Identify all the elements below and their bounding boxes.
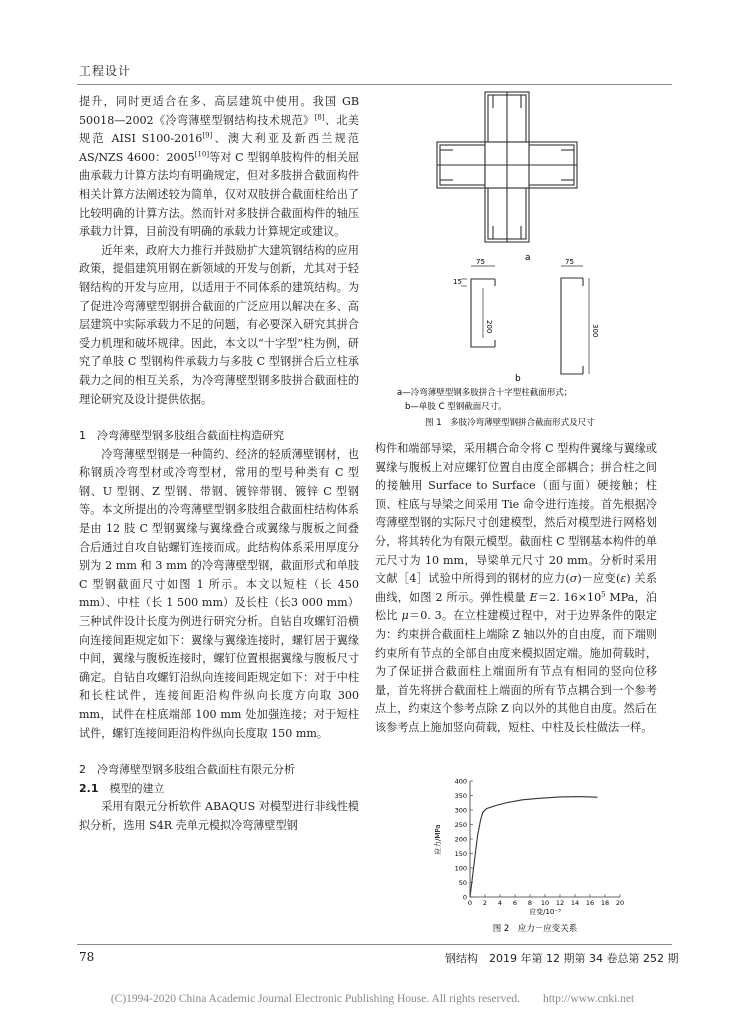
y-tick-label: 350 [454, 792, 467, 800]
symbol-epsilon: ε [620, 572, 627, 586]
x-tick-label: 4 [497, 899, 503, 907]
symbol-sigma: σ [569, 572, 578, 586]
text-fem-e: MPa，泊松比 [375, 590, 658, 623]
label-a: a [525, 253, 531, 263]
y-tick-label: 0 [462, 893, 467, 902]
x-tick-label: 8 [527, 899, 533, 907]
y-tick-label: 250 [454, 821, 467, 829]
x-tick-label: 12 [555, 899, 565, 907]
text-fem-b: )－应变( [577, 572, 621, 586]
journal-info: 钢结构 2019 年第 12 期第 34 卷总第 252 期 [445, 952, 679, 965]
section-heading-2: 2 冷弯薄壁型钢多肢组合截面柱有限元分析 [79, 763, 295, 777]
citation-8[interactable]: [8] [314, 112, 325, 121]
symbol-e: E [529, 590, 538, 604]
caption-a: a—冷弯薄壁型钢多肢拼合十字型柱截面形式； [397, 388, 573, 398]
subsection-number: 2.1 [79, 781, 99, 795]
y-tick-label: 50 [458, 879, 467, 887]
x-tick-label: 10 [540, 899, 550, 907]
text-fem-a: 构件和端部导梁，采用耦合命令将 C 型构件翼缘与翼缘或翼缘与腹板上对应螺钉位置自由度全部耦合；拼合柱之间的接触用 Surface to Surface（面与面）硬接触；柱顶、柱底与导梁之间采用 Tie 命令进行连接。首先根据冷弯薄壁型钢的实际尺寸创建模型，然后对模型进行网格划分，将其转化为有限元模型。截面柱 C 型钢基本构件的单元尺寸为 10 mm，导梁单元尺寸 20 mm。分析时采用文献［4］试验中所得到的钢材的应力( [375, 442, 657, 586]
y-tick-label: 150 [454, 850, 467, 858]
figure-2-caption: 图 2 应力－应变关系 [492, 924, 578, 934]
c-section-right [561, 266, 589, 374]
header-rule [77, 84, 672, 85]
y-tick-label: 200 [454, 835, 467, 844]
text-fem-c: ) 关系曲线，如图 2 所示。弹性模量 [375, 572, 657, 604]
y-tick-label: 300 [454, 806, 467, 815]
y-axis-label: 应力/MPa [434, 824, 442, 855]
text-fem-d: ＝2. 16×10 [537, 590, 602, 604]
exponent-5: 5 [601, 590, 606, 599]
x-axis-ticks [468, 894, 624, 907]
footer-rule [77, 944, 672, 945]
copyright-notice: (C)1994-2020 China Academic Journal Electronic Publishing House. All rights reserved. http://www.cnki.net [110, 993, 635, 1005]
citation-9[interactable]: [9] [202, 131, 213, 140]
text-standards-a: 提升，同时更适合在多、高层建筑中使用。我国 GB 50018—2002《冷弯薄壁型钢结构技术规范》 [79, 95, 359, 127]
paragraph-standards [79, 93, 359, 242]
figure-2 [432, 775, 632, 937]
text-standards-c: 、澳大利亚及新西兰规范 AS/NZS 4600：2005 [79, 132, 359, 164]
symbol-mu: μ [401, 609, 409, 623]
section-heading-1: 1 冷弯薄壁型钢多肢组合截面柱构造研究 [79, 429, 284, 443]
x-tick-label: 6 [512, 899, 518, 907]
figure-1-caption: 图 1 多肢冷弯薄壁型钢拼合截面形式及尺寸 [425, 418, 595, 428]
paragraph-model: 采用有限元分析软件 ABAQUS 对模型进行非线性模拟分析，选用 S4R 壳单元模拟冷弯薄壁型钢 [79, 800, 359, 832]
x-tick-label: 18 [600, 899, 610, 907]
label-b: b [515, 374, 521, 384]
stress-strain-chart [432, 775, 632, 937]
subsection-heading-2-1 [79, 780, 359, 799]
dim-75-right: 75 [565, 258, 574, 266]
dim-75-left: 75 [476, 258, 485, 266]
dim-300: 300 [591, 324, 599, 338]
caption-b: b—单肢 C 型钢截面尺寸。 [405, 402, 507, 412]
subsection-title: 模型的建立 [109, 781, 165, 795]
citation-10[interactable]: [10] [194, 150, 210, 159]
figure-1-drawing [375, 88, 657, 433]
paragraph-fem [375, 440, 657, 738]
dim-200: 200 [485, 320, 493, 334]
figure-1 [375, 88, 657, 433]
text-standards-b: 、北美规范 AISI S100-2016 [79, 113, 359, 146]
text-standards-d: 等对 C 型钢单肢构件的相关屈曲承载力计算方法均有明确规定，但对多肢拼合截面构件相关计算方法阐述较为简单，仅对双肢拼合截面柱给出了比较明确的计算方法。然而针对多肢拼合截面构件的轴压承载力计算，目前没有明确的承载力计算规定或建议。 [79, 150, 359, 239]
y-tick-label: 400 [454, 777, 467, 786]
x-tick-label: 20 [615, 899, 625, 907]
page-number: 78 [79, 950, 95, 964]
right-column [375, 440, 657, 738]
text-fem-f: ＝0. 3。在立柱建模过程中，对于边界条件的限定为：约束拼合截面柱上端除 Z 轴以外的自由度，而下端则约束所有节点的全部自由度来模拟固定端。施加荷载时，为了保证拼合截面柱上端面所有节点有相同的竖向位移量，首先将拼合截面柱上端面的所有节点耦合到一个参考点上，约束这个参考点除 Z 向以外的其他自由度。然后在该参考点上施加竖向荷载，短柱、中柱及长柱做法一样。 [375, 609, 657, 734]
x-tick-label: 14 [570, 899, 580, 907]
stress-strain-curve [470, 797, 598, 897]
x-tick-label: 16 [585, 899, 595, 907]
paragraph-structure: 冷弯薄壁型钢是一种简约、经济的轻质薄壁钢材，也称钢质冷弯型材或冷弯型材，常用的型号种类有 C 型钢、U 型钢、Z 型钢、带钢、镀锌带钢、镀锌 C 型钢等。本文所提出的冷弯薄壁型钢多肢组合截面柱结构体系是由 12 肢 C 型钢翼缘与翼缘叠合或翼缘与腹板之间叠合后通过自攻自钻螺钉连接而成。此结构体系采用厚度分别为 2 mm 和 3 mm 的冷弯薄壁型钢，截面形式和单肢 C 型钢截面尺寸如图 1 所示。本文以短柱（长 450 mm）、中柱（长 1 500 mm）及长柱（长3 000 mm）三种试件设计长度为例进行研究分析。自钻自攻螺钉沿横向连接间距规定如下：翼缘与翼缘连接时，螺钉居于翼缘中间，翼缘与腹板连接时，螺钉位置根据翼缘与腹板尺寸确定。自钻自攻螺钉沿纵向连接间距规定如下：对于中柱和长柱试件，连接间距沿构件纵向长度方向取 300 mm，试件在柱底端部 100 mm 处加强连接；对于短柱试件，螺钉连接间距沿构件纵向长度取 150 mm。 [79, 447, 359, 740]
paragraph-policy: 近年来，政府大力推行并鼓励扩大建筑钢结构的应用政策，提倡建筑用钢在新领域的开发与创新，尤其对于轻钢结构的开发与应用，以适用于不同体系的建筑结构。为了促进冷弯薄壁型钢拼合截面的广泛应用以解决在多、高层建筑中实际承载力不足的问题，有必要深入研究其拼合受力机理和破坏规律。因此，本文以“十字型”柱为例，研究了单肢 C 型钢构件承载力与多肢 C 型钢拼合后立柱承载力之间的相互关系，为冷弯薄壁型钢多肢拼合截面柱的理论研究及设计提供依据。 [79, 243, 359, 406]
c-section-left [461, 266, 495, 347]
running-header: 工程设计 [79, 64, 132, 78]
x-tick-label: 2 [482, 899, 488, 907]
dim-15: 15 [453, 278, 462, 286]
x-axis-label: 应变/10⁻³ [529, 908, 561, 916]
left-column [79, 93, 359, 836]
y-tick-label: 100 [454, 864, 467, 873]
cross-section-drawing [437, 92, 577, 242]
x-tick-label: 0 [467, 899, 473, 907]
